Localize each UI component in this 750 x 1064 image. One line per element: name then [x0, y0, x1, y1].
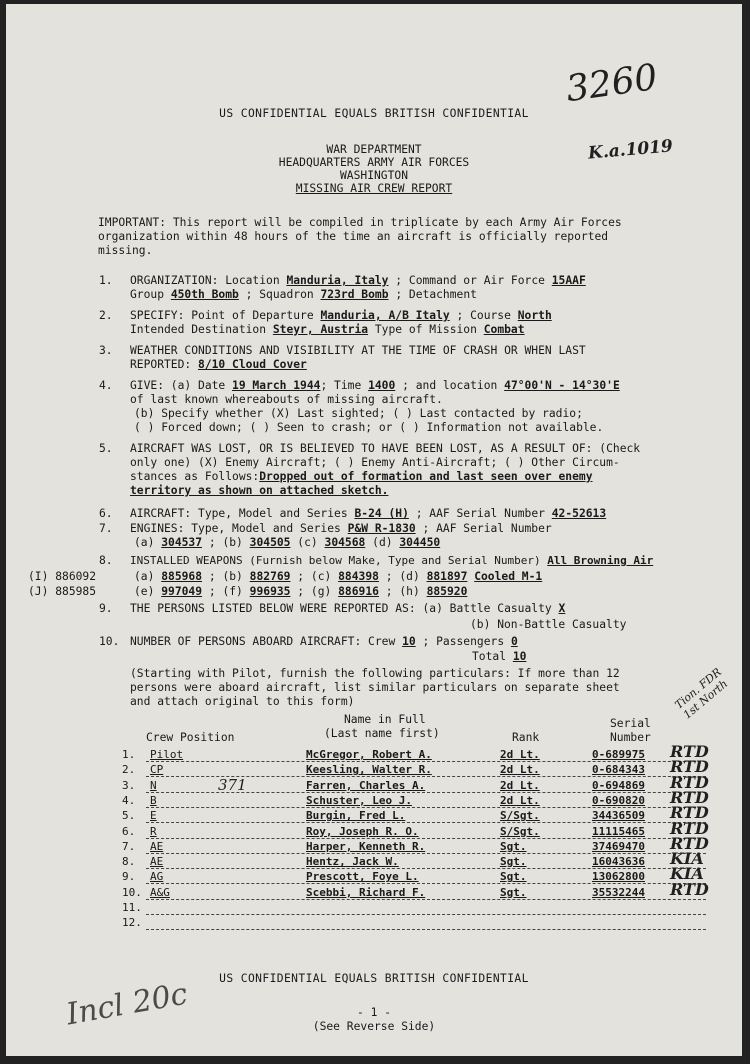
- crew-row-number: 8.: [122, 855, 136, 869]
- crew-position: AG: [150, 870, 164, 884]
- casualty-row-1: THE PERSONS LISTED BELOW WERE REPORTED AS: (a) Battle Casualty X: [130, 602, 566, 615]
- crew-position: AE: [150, 855, 164, 869]
- weapon-h-value: 885920: [426, 585, 468, 598]
- col-name-top: Name in Full: [344, 713, 426, 726]
- item-6-number: 6.: [99, 507, 113, 520]
- item-9-number: 9.: [99, 602, 113, 615]
- weather-row-1: WEATHER CONDITIONS AND VISIBILITY AT THE TIME OF CRASH OR WHEN LAST: [130, 344, 586, 357]
- crew-row-number: 12.: [122, 916, 142, 930]
- crew-position: Pilot: [150, 748, 184, 761]
- signature: Incl 20c: [63, 976, 191, 1033]
- crew-position: R: [150, 824, 157, 838]
- battle-casualty-value: X: [558, 602, 566, 615]
- aircraft-type-value: B-24 (H): [354, 507, 409, 520]
- row-underline: [146, 929, 706, 930]
- squadron-value: 723rd Bomb: [320, 288, 389, 301]
- command-value: 15AAF: [551, 274, 586, 287]
- total-value: 10: [512, 650, 527, 663]
- crew-rank: Sgt.: [500, 885, 527, 899]
- weapons-row-3: (e) 997049 ; (f) 996935 ; (g) 886916 ; (h) 885920: [134, 585, 468, 598]
- crew-status: RTD: [670, 833, 709, 853]
- crew-serial: 34436509: [592, 809, 645, 823]
- engine-d-value: 304450: [399, 536, 441, 549]
- important-line-2: organization within 48 hours of the time an aircraft is officially reported: [98, 230, 609, 243]
- crew-rank: 2d Lt.: [500, 748, 540, 761]
- crew-status: RTD: [670, 879, 709, 899]
- crew-name: Scebbi, Richard F.: [306, 885, 426, 899]
- give-row-4: ( ) Forced down; ( ) Seen to crash; or ( ) Information not available.: [134, 421, 604, 434]
- item-1-number: 1.: [99, 274, 113, 287]
- crew-row-number: 9.: [122, 870, 136, 884]
- row-underline: [146, 914, 706, 915]
- weapons-row-1: INSTALLED WEAPONS (Furnish below Make, Type and Serial Number) All Browning Air: [130, 554, 654, 567]
- crew-serial: 0-684343: [592, 763, 645, 777]
- crew-serial: 13062800: [592, 870, 645, 884]
- crew-serial: 35532244: [592, 885, 645, 899]
- important-line-1: IMPORTANT: This report will be compiled in triplicate by each Army Air Forces: [98, 216, 622, 229]
- col-rank: Rank: [512, 731, 540, 744]
- engines-row-1: ENGINES: Type, Model and Series P&W R-1830 ; AAF Serial Number: [130, 522, 552, 535]
- crew-row-number: 3.: [122, 778, 136, 792]
- crew-status: RTD: [670, 818, 709, 838]
- table-row: [6, 849, 742, 870]
- col-name-bottom: (Last name first): [324, 727, 440, 740]
- crew-name: Hentz, Jack W.: [306, 855, 399, 869]
- crew-name: McGregor, Robert A.: [306, 748, 432, 761]
- crew-rank: 2d Lt.: [500, 793, 540, 807]
- loss-row-2: only one) (X) Enemy Aircraft; ( ) Enemy Anti-Aircraft; ( ) Other Circum-: [130, 456, 620, 469]
- crew-position: B: [150, 793, 157, 807]
- specify-row-2: Intended Destination Steyr, Austria Type of Mission Combat: [130, 323, 525, 336]
- crew-serial: 0-690820: [592, 793, 645, 807]
- loss-row-3: stances as Follows:Dropped out of formation and last seen over enemy: [130, 470, 593, 483]
- weapon-a-value: 885968: [161, 570, 203, 583]
- weapon-e-value: 997049: [161, 585, 203, 598]
- instructions-line-1: (Starting with Pilot, furnish the following particulars: If more than 12: [130, 667, 620, 680]
- circumstances-value-1: Dropped out of formation and last seen over enemy: [259, 470, 593, 483]
- specify-row-1: SPECIFY: Point of Departure Manduria, A/B Italy ; Course North: [130, 309, 552, 322]
- crew-row-number: 4.: [122, 793, 136, 807]
- table-row: [6, 757, 742, 778]
- weapon-j: (J) 885985: [28, 585, 97, 598]
- crew-row-number: 11.: [122, 901, 142, 914]
- item-4-number: 4.: [99, 379, 113, 392]
- col-serial-top: Serial: [610, 717, 651, 730]
- mission-value: Combat: [483, 323, 525, 336]
- item-7-number: 7.: [99, 522, 113, 535]
- destination-value: Steyr, Austria: [272, 323, 369, 336]
- col-position: Crew Position: [146, 731, 235, 744]
- persons-aboard-row: NUMBER OF PERSONS ABOARD AIRCRAFT: Crew 10 ; Passengers 0: [130, 635, 518, 648]
- crew-rank: S/Sgt.: [500, 824, 540, 838]
- aircraft-serial-value: 42-52613: [551, 507, 607, 520]
- crew-rank: 2d Lt.: [500, 763, 540, 777]
- crew-serial: 11115465: [592, 824, 645, 838]
- crew-status: RTD: [670, 742, 709, 761]
- instructions-line-3: and attach original to this form): [130, 695, 355, 708]
- date-value: 19 March 1944: [232, 379, 321, 392]
- weapon-f-value: 996935: [249, 585, 291, 598]
- organization-row-1: ORGANIZATION: Location Manduria, Italy ; Command or Air Force 15AAF: [130, 274, 586, 287]
- crew-name: Prescott, Foye L.: [306, 870, 419, 884]
- header-hq-aaf: HEADQUARTERS ARMY AIR FORCES: [278, 156, 470, 169]
- give-row-2: of last known whereabouts of missing aircraft.: [130, 393, 443, 406]
- loss-row-1: AIRCRAFT WAS LOST, OR IS BELIEVED TO HAVE BEEN LOST, AS A RESULT OF: (Check: [130, 442, 641, 455]
- table-row: [6, 916, 742, 931]
- crew-serial: 37469470: [592, 839, 645, 853]
- header-washington: WASHINGTON: [339, 169, 408, 182]
- crew-status: RTD: [670, 787, 709, 807]
- table-row: [6, 901, 742, 916]
- crew-rank: S/Sgt.: [500, 809, 540, 823]
- group-value: 450th Bomb: [170, 288, 239, 301]
- table-row: [6, 772, 742, 794]
- crew-status: KIA: [670, 849, 704, 869]
- item-8-number: 8.: [99, 554, 113, 567]
- weapon-i: (I) 886092: [28, 570, 97, 583]
- crew-name: Farren, Charles A.: [306, 778, 426, 792]
- crew-status: RTD: [670, 803, 709, 823]
- crew-name: Harper, Kenneth R.: [306, 839, 426, 853]
- handwritten-ka: K.a.1019: [587, 136, 674, 164]
- crew-row-number: 2.: [122, 763, 136, 777]
- give-row-3: (b) Specify whether (X) Last sighted; ( ) Last contacted by radio;: [134, 407, 583, 420]
- weapon-i-value: 886092: [55, 570, 97, 583]
- crew-position: CP: [150, 763, 164, 777]
- crew-status: RTD: [670, 757, 709, 777]
- crew-rank: Sgt.: [500, 870, 527, 884]
- item-3-number: 3.: [99, 344, 113, 357]
- crew-row-number: 5.: [122, 809, 136, 823]
- item-5-number: 5.: [99, 442, 113, 455]
- passenger-count-value: 0: [510, 635, 518, 648]
- item-2-number: 2.: [99, 309, 113, 322]
- table-row: [6, 803, 742, 824]
- engine-a-value: 304537: [161, 536, 203, 549]
- course-value: North: [517, 309, 552, 322]
- engine-c-value: 304568: [324, 536, 366, 549]
- table-row: [6, 833, 742, 855]
- table-row: [6, 879, 742, 901]
- crew-name: Keesling, Walter R.: [306, 763, 432, 777]
- handwritten-number: 3260: [563, 56, 660, 111]
- weapons-make-value: All Browning Air: [547, 554, 654, 567]
- table-row: [6, 864, 742, 885]
- crew-rank: 2d Lt.: [500, 778, 540, 792]
- table-row: [6, 787, 742, 809]
- weapon-b-value: 882769: [249, 570, 291, 583]
- departure-value: Manduria, A/B Italy: [320, 309, 450, 322]
- see-reverse: (See Reverse Side): [312, 1020, 436, 1033]
- crew-serial: 0-689975: [592, 748, 645, 761]
- col-serial-bottom: Number: [610, 731, 651, 744]
- crew-row-number: 6.: [122, 824, 136, 838]
- classification-bottom: US CONFIDENTIAL EQUALS BRITISH CONFIDENTIAL: [219, 972, 529, 985]
- crew-status: KIA: [670, 864, 704, 884]
- weapons-cooled-value: Cooled M-1: [474, 570, 543, 583]
- important-line-3: missing.: [98, 244, 153, 257]
- crew-position: E: [150, 809, 157, 823]
- crew-row-number: 1.: [122, 748, 136, 761]
- instructions-line-2: persons were aboard aircraft, list similar particulars on separate sheet: [130, 681, 620, 694]
- crew-status: RTD: [670, 772, 709, 792]
- engines-row-2: (a) 304537 ; (b) 304505 (c) 304568 (d) 304450: [134, 536, 441, 549]
- weapon-g-value: 886916: [338, 585, 379, 598]
- crew-position: N: [150, 778, 157, 792]
- margin-note: Tion. FDR 1st North: [672, 665, 731, 722]
- header-war-department: WAR DEPARTMENT: [326, 143, 422, 156]
- table-row: [6, 818, 742, 840]
- weapon-c-value: 884398: [338, 570, 379, 583]
- engine-b-value: 304505: [249, 536, 291, 549]
- weather-value: 8/10 Cloud Cover: [198, 358, 307, 371]
- coords-value: 47°00'N - 14°30'E: [504, 379, 620, 392]
- weapon-j-value: 885985: [55, 585, 97, 598]
- casualty-row-2: (b) Non-Battle Casualty: [470, 618, 627, 631]
- crew-name: Schuster, Leo J.: [306, 793, 412, 807]
- item-10-number: 10.: [99, 635, 120, 648]
- crew-serial: 16043636: [592, 855, 645, 869]
- crew-row-number: 7.: [122, 839, 136, 853]
- crew-position: AE: [150, 839, 164, 853]
- location-value: Manduria, Italy: [286, 274, 389, 287]
- circumstances-value-2: territory as shown on attached sketch.: [130, 484, 389, 497]
- missing-air-crew-report-page: [6, 4, 742, 1056]
- weapons-row-2: (a) 885968 ; (b) 882769 ; (c) 884398 ; (d) 881897 Cooled M-1: [134, 570, 543, 583]
- crew-rank: Sgt.: [500, 839, 527, 853]
- crew-serial: 0-694869: [592, 778, 645, 792]
- organization-row-2: Group 450th Bomb ; Squadron 723rd Bomb ; Detachment: [130, 288, 477, 301]
- engine-type-value: P&W R-1830: [347, 522, 416, 535]
- weather-row-2: REPORTED: 8/10 Cloud Cover: [130, 358, 307, 371]
- time-value: 1400: [368, 379, 396, 392]
- page-number: - 1 -: [356, 1006, 391, 1019]
- table-row: [6, 742, 742, 763]
- crew-count-value: 10: [402, 635, 416, 648]
- give-row-1: GIVE: (a) Date 19 March 1944; Time 1400 ; and location 47°00'N - 14°30'E: [130, 379, 620, 392]
- crew-row-number: 10.: [122, 885, 142, 899]
- classification-top: US CONFIDENTIAL EQUALS BRITISH CONFIDENTIAL: [219, 107, 529, 120]
- weapon-d-value: 881897: [426, 570, 468, 583]
- crew-name: Burgin, Fred L.: [306, 809, 406, 823]
- crew-rank: Sgt.: [500, 855, 527, 869]
- crew-position: A&G: [150, 885, 170, 899]
- loss-row-4: [130, 484, 388, 498]
- total-row: Total 10: [472, 650, 527, 663]
- report-title: MISSING AIR CREW REPORT: [295, 182, 453, 195]
- row-8-note: 371: [218, 776, 247, 794]
- aircraft-row: AIRCRAFT: Type, Model and Series B-24 (H) ; AAF Serial Number 42-52613: [130, 507, 607, 520]
- crew-name: Roy, Joseph R. O.: [306, 824, 419, 838]
